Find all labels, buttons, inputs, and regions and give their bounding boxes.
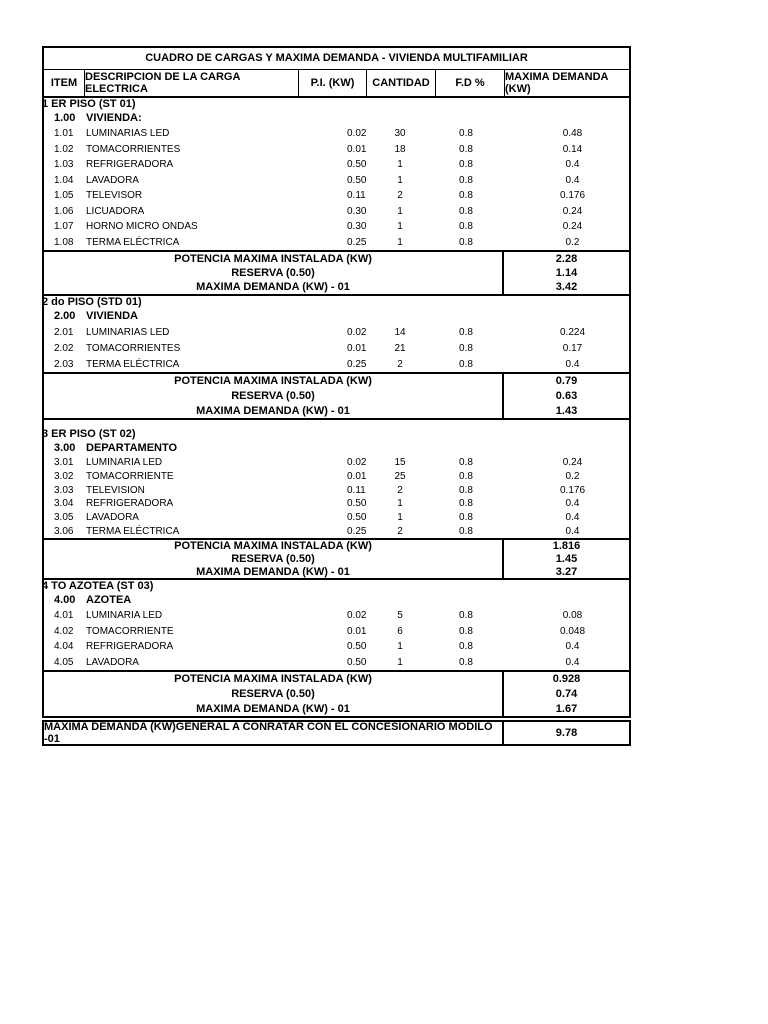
- group-heading: [44, 110, 629, 126]
- item-number: 4.05: [54, 656, 74, 668]
- item-number: 3.05: [54, 512, 74, 524]
- section-totals: [42, 538, 631, 580]
- item-pi: 0.02: [347, 128, 367, 140]
- max-demand-line: [44, 403, 629, 418]
- reserve-value: 0.63: [502, 389, 629, 404]
- item-max-demand: 0.4: [565, 512, 580, 524]
- header-cantidad: CANTIDAD: [367, 70, 436, 96]
- item-fd: 0.8: [459, 498, 473, 510]
- item-pi: 0.50: [347, 641, 367, 653]
- item-cantidad: 2: [397, 525, 403, 537]
- item-max-demand: 0.4: [565, 358, 580, 370]
- group-title: AZOTEA: [86, 594, 132, 607]
- general-max-demand-label: MAXIMA DEMANDA (KW)GENERAL A CONRATAR CON EL CONCESIONARIO MODILO -01: [44, 722, 504, 744]
- item-number: 3.06: [54, 525, 74, 537]
- item-cantidad: 2: [397, 358, 403, 370]
- item-max-demand: 0.24: [562, 205, 583, 217]
- item-number: 1.08: [54, 236, 74, 248]
- item-pi: 0.30: [347, 205, 367, 217]
- max-demand-line: [44, 565, 629, 578]
- installed-power-label: POTENCIA MAXIMA INSTALADA (KW): [174, 540, 372, 553]
- item-description: REFRIGERADORA: [86, 641, 174, 653]
- sections-container: [42, 98, 631, 718]
- max-demand-value: 3.42: [502, 280, 629, 294]
- installed-power-line: [44, 540, 629, 553]
- item-fd: 0.8: [459, 143, 473, 155]
- reserve-value: 0.74: [502, 687, 629, 702]
- header-description: DESCRIPCION DE LA CARGA ELECTRICA: [85, 70, 299, 96]
- item-fd: 0.8: [459, 525, 473, 537]
- installed-power-value: 0.928: [502, 672, 629, 687]
- installed-power-value: 2.28: [502, 252, 629, 266]
- item-fd: 0.8: [459, 236, 473, 248]
- table-row: [44, 356, 629, 372]
- item-cantidad: 1: [397, 174, 403, 186]
- header-max-demand: MAXIMA DEMANDA (KW): [505, 71, 609, 95]
- reserve-value: 1.14: [502, 266, 629, 280]
- item-fd: 0.8: [459, 457, 473, 469]
- installed-power-line: [44, 374, 629, 389]
- group-heading: [44, 440, 629, 456]
- item-max-demand: 0.4: [565, 498, 580, 510]
- item-cantidad: 15: [394, 457, 406, 469]
- item-number: 1.02: [54, 143, 74, 155]
- item-max-demand: 0.2: [565, 471, 580, 482]
- item-max-demand: 0.08: [562, 610, 583, 622]
- table-row: [44, 524, 629, 538]
- item-description: LUMINARIAS LED: [86, 326, 170, 338]
- item-description: LUMINARIA LED: [86, 610, 163, 622]
- header-pi: P.I. (KW): [299, 70, 367, 96]
- item-number: 4.04: [54, 641, 74, 653]
- item-fd: 0.8: [459, 190, 473, 202]
- item-fd: 0.8: [459, 159, 473, 171]
- item-cantidad: 5: [397, 610, 403, 622]
- section-totals: [42, 670, 631, 718]
- item-cantidad: 1: [397, 641, 403, 653]
- item-pi: 0.11: [347, 484, 366, 496]
- item-pi: 0.02: [347, 610, 367, 622]
- item-fd: 0.8: [459, 641, 473, 653]
- item-fd: 0.8: [459, 326, 473, 338]
- item-max-demand: 0.4: [565, 174, 580, 186]
- item-max-demand: 0.14: [562, 143, 583, 155]
- reserve-line: [44, 389, 629, 404]
- table-row: [44, 608, 629, 624]
- table-header-box: [42, 46, 631, 98]
- item-max-demand: 0.4: [565, 525, 580, 537]
- reserve-label: RESERVA (0.50): [231, 267, 315, 279]
- group-number: 2.00: [54, 310, 76, 322]
- item-description: TELEVISOR: [86, 190, 143, 202]
- group-number: 3.00: [54, 441, 76, 454]
- table-row: [44, 624, 629, 640]
- item-cantidad: 1: [397, 512, 403, 524]
- group-title: DEPARTAMENTO: [86, 441, 178, 454]
- max-demand-label: MAXIMA DEMANDA (KW) - 01: [196, 281, 350, 293]
- reserve-line: [44, 266, 629, 280]
- max-demand-line: [44, 701, 629, 716]
- item-fd: 0.8: [459, 656, 473, 668]
- max-demand-label: MAXIMA DEMANDA (KW) - 01: [196, 565, 350, 578]
- section: [42, 428, 631, 538]
- column-headers: [44, 70, 629, 98]
- table-row: [44, 324, 629, 340]
- item-pi: 0.50: [347, 512, 367, 524]
- table-row: [44, 188, 629, 204]
- item-description: TERMA ELÉCTRICA: [86, 525, 180, 537]
- item-fd: 0.8: [459, 625, 473, 637]
- installed-power-label: POTENCIA MAXIMA INSTALADA (KW): [174, 375, 372, 388]
- table-row: [44, 173, 629, 189]
- item-max-demand: 0.24: [562, 457, 583, 469]
- max-demand-label: MAXIMA DEMANDA (KW) - 01: [196, 404, 350, 417]
- item-description: TOMACORRIENTES: [86, 342, 181, 354]
- table-row: [44, 456, 629, 470]
- item-pi: 0.02: [347, 326, 367, 338]
- item-max-demand: 0.24: [562, 221, 583, 233]
- item-pi: 0.50: [347, 498, 367, 510]
- item-cantidad: 25: [394, 471, 406, 482]
- item-description: TOMACORRIENTES: [86, 143, 181, 155]
- item-cantidad: 2: [397, 190, 403, 202]
- item-description: TOMACORRIENTE: [86, 625, 174, 637]
- table-row: [44, 235, 629, 251]
- group-title: VIVIENDA:: [86, 112, 142, 124]
- item-fd: 0.8: [459, 358, 473, 370]
- installed-power-line: [44, 672, 629, 687]
- item-number: 3.02: [54, 471, 74, 482]
- installed-power-value: 1.816: [502, 540, 629, 553]
- reserve-line: [44, 553, 629, 566]
- section: [42, 98, 631, 250]
- item-number: 3.01: [54, 457, 74, 469]
- item-description: REFRIGERADORA: [86, 159, 174, 171]
- item-number: 4.01: [54, 610, 74, 622]
- item-cantidad: 1: [397, 498, 403, 510]
- group-title: VIVIENDA: [86, 310, 138, 322]
- table-row: [44, 497, 629, 511]
- item-cantidad: 1: [397, 236, 403, 248]
- item-cantidad: 21: [394, 342, 406, 354]
- item-cantidad: 1: [397, 159, 403, 171]
- item-pi: 0.50: [347, 656, 367, 668]
- item-max-demand: 0.176: [559, 190, 586, 202]
- table-row: [44, 470, 629, 484]
- item-pi: 0.11: [347, 190, 366, 202]
- item-description: LAVADORA: [86, 656, 139, 668]
- item-description: HORNO MICRO ONDAS: [86, 221, 198, 233]
- item-pi: 0.50: [347, 174, 367, 186]
- section-label: 1 ER PISO (ST 01): [42, 98, 136, 110]
- max-demand-value: 1.67: [502, 701, 629, 716]
- max-demand-line: [44, 280, 629, 294]
- installed-power-label: POTENCIA MAXIMA INSTALADA (KW): [174, 253, 372, 265]
- item-max-demand: 0.4: [565, 641, 580, 653]
- item-cantidad: 1: [397, 656, 403, 668]
- item-pi: 0.02: [347, 457, 367, 469]
- item-max-demand: 0.48: [562, 128, 583, 140]
- table-row: [44, 511, 629, 525]
- item-description: TERMA ELÉCTRICA: [86, 358, 180, 370]
- item-description: LICUADORA: [86, 205, 145, 217]
- item-number: 2.03: [54, 358, 74, 370]
- installed-power-line: [44, 252, 629, 266]
- item-number: 1.06: [54, 205, 74, 217]
- installed-power-value: 0.79: [502, 374, 629, 389]
- item-max-demand: 0.4: [565, 656, 580, 668]
- item-description: TERMA ELÉCTRICA: [86, 236, 180, 248]
- item-number: 1.01: [54, 128, 74, 140]
- item-fd: 0.8: [459, 128, 473, 140]
- item-cantidad: 1: [397, 205, 403, 217]
- group-heading: [44, 592, 629, 608]
- item-pi: 0.25: [347, 236, 367, 248]
- general-max-demand-value: 9.78: [555, 727, 578, 739]
- reserve-label: RESERVA (0.50): [231, 553, 315, 566]
- max-demand-label: MAXIMA DEMANDA (KW) - 01: [196, 702, 350, 715]
- table-title: CUADRO DE CARGAS Y MAXIMA DEMANDA - VIVIENDA MULTIFAMILIAR: [44, 48, 629, 70]
- section: [42, 296, 631, 372]
- reserve-value: 1.45: [502, 553, 629, 566]
- item-pi: 0.50: [347, 159, 367, 171]
- max-demand-value: 3.27: [502, 565, 629, 578]
- item-number: 1.04: [54, 174, 74, 186]
- item-description: TELEVISION: [86, 484, 145, 496]
- table-row: [44, 655, 629, 671]
- table-row: [44, 639, 629, 655]
- table-row: [44, 340, 629, 356]
- reserve-label: RESERVA (0.50): [231, 389, 315, 402]
- item-cantidad: 1: [397, 221, 403, 233]
- table-row: [44, 483, 629, 497]
- group-number: 1.00: [54, 112, 76, 124]
- general-max-demand-box: [42, 720, 631, 746]
- item-cantidad: 14: [394, 326, 406, 338]
- section-label: 3 ER PISO (ST 02): [42, 427, 136, 440]
- item-max-demand: 0.224: [559, 326, 586, 338]
- item-fd: 0.8: [459, 205, 473, 217]
- item-number: 4.02: [54, 625, 74, 637]
- table-row: [44, 219, 629, 235]
- item-number: 2.02: [54, 342, 74, 354]
- group-heading: [44, 308, 629, 324]
- section-totals: [42, 250, 631, 296]
- item-max-demand: 0.4: [565, 159, 580, 171]
- item-pi: 0.25: [347, 358, 367, 370]
- item-pi: 0.01: [347, 342, 367, 354]
- section-spacer: [42, 420, 631, 428]
- item-pi: 0.01: [347, 471, 367, 482]
- item-number: 1.03: [54, 159, 74, 171]
- item-number: 1.05: [54, 190, 74, 202]
- reserve-label: RESERVA (0.50): [231, 688, 315, 701]
- header-item: ITEM: [44, 70, 85, 96]
- item-cantidad: 18: [394, 143, 406, 155]
- item-max-demand: 0.2: [565, 236, 580, 248]
- item-number: 2.01: [54, 326, 74, 338]
- item-description: REFRIGERADORA: [86, 498, 174, 510]
- item-description: LAVADORA: [86, 512, 139, 524]
- section-totals: [42, 372, 631, 420]
- table-row: [44, 142, 629, 158]
- item-fd: 0.8: [459, 512, 473, 524]
- item-cantidad: 2: [397, 484, 403, 496]
- table-row: [44, 157, 629, 173]
- table-row: [44, 204, 629, 220]
- reserve-line: [44, 687, 629, 702]
- item-description: LUMINARIAS LED: [86, 128, 170, 140]
- item-fd: 0.8: [459, 610, 473, 622]
- item-number: 1.07: [54, 221, 74, 233]
- item-description: TOMACORRIENTE: [86, 471, 174, 482]
- item-pi: 0.01: [347, 143, 367, 155]
- item-max-demand: 0.176: [559, 484, 586, 496]
- item-number: 3.04: [54, 498, 74, 510]
- item-fd: 0.8: [459, 484, 473, 496]
- table-row: [44, 126, 629, 142]
- item-fd: 0.8: [459, 342, 473, 354]
- item-cantidad: 30: [394, 128, 406, 140]
- item-pi: 0.01: [347, 625, 367, 637]
- item-pi: 0.25: [347, 525, 367, 537]
- load-table: [42, 46, 631, 718]
- item-fd: 0.8: [459, 174, 473, 186]
- item-max-demand: 0.17: [562, 342, 583, 354]
- header-fd: F.D %: [436, 70, 505, 96]
- group-number: 4.00: [54, 594, 76, 607]
- item-number: 3.03: [54, 484, 74, 496]
- item-pi: 0.30: [347, 221, 367, 233]
- item-max-demand: 0.048: [559, 625, 586, 637]
- section: [42, 580, 631, 670]
- section-label: 2 do PISO (STD 01): [42, 296, 142, 308]
- item-description: LAVADORA: [86, 174, 139, 186]
- item-fd: 0.8: [459, 221, 473, 233]
- max-demand-value: 1.43: [502, 403, 629, 418]
- item-description: LUMINARIA LED: [86, 457, 163, 469]
- item-fd: 0.8: [459, 471, 473, 482]
- item-cantidad: 6: [397, 625, 403, 637]
- section-label: 4 TO AZOTEA (ST 03): [42, 580, 154, 593]
- installed-power-label: POTENCIA MAXIMA INSTALADA (KW): [174, 673, 372, 686]
